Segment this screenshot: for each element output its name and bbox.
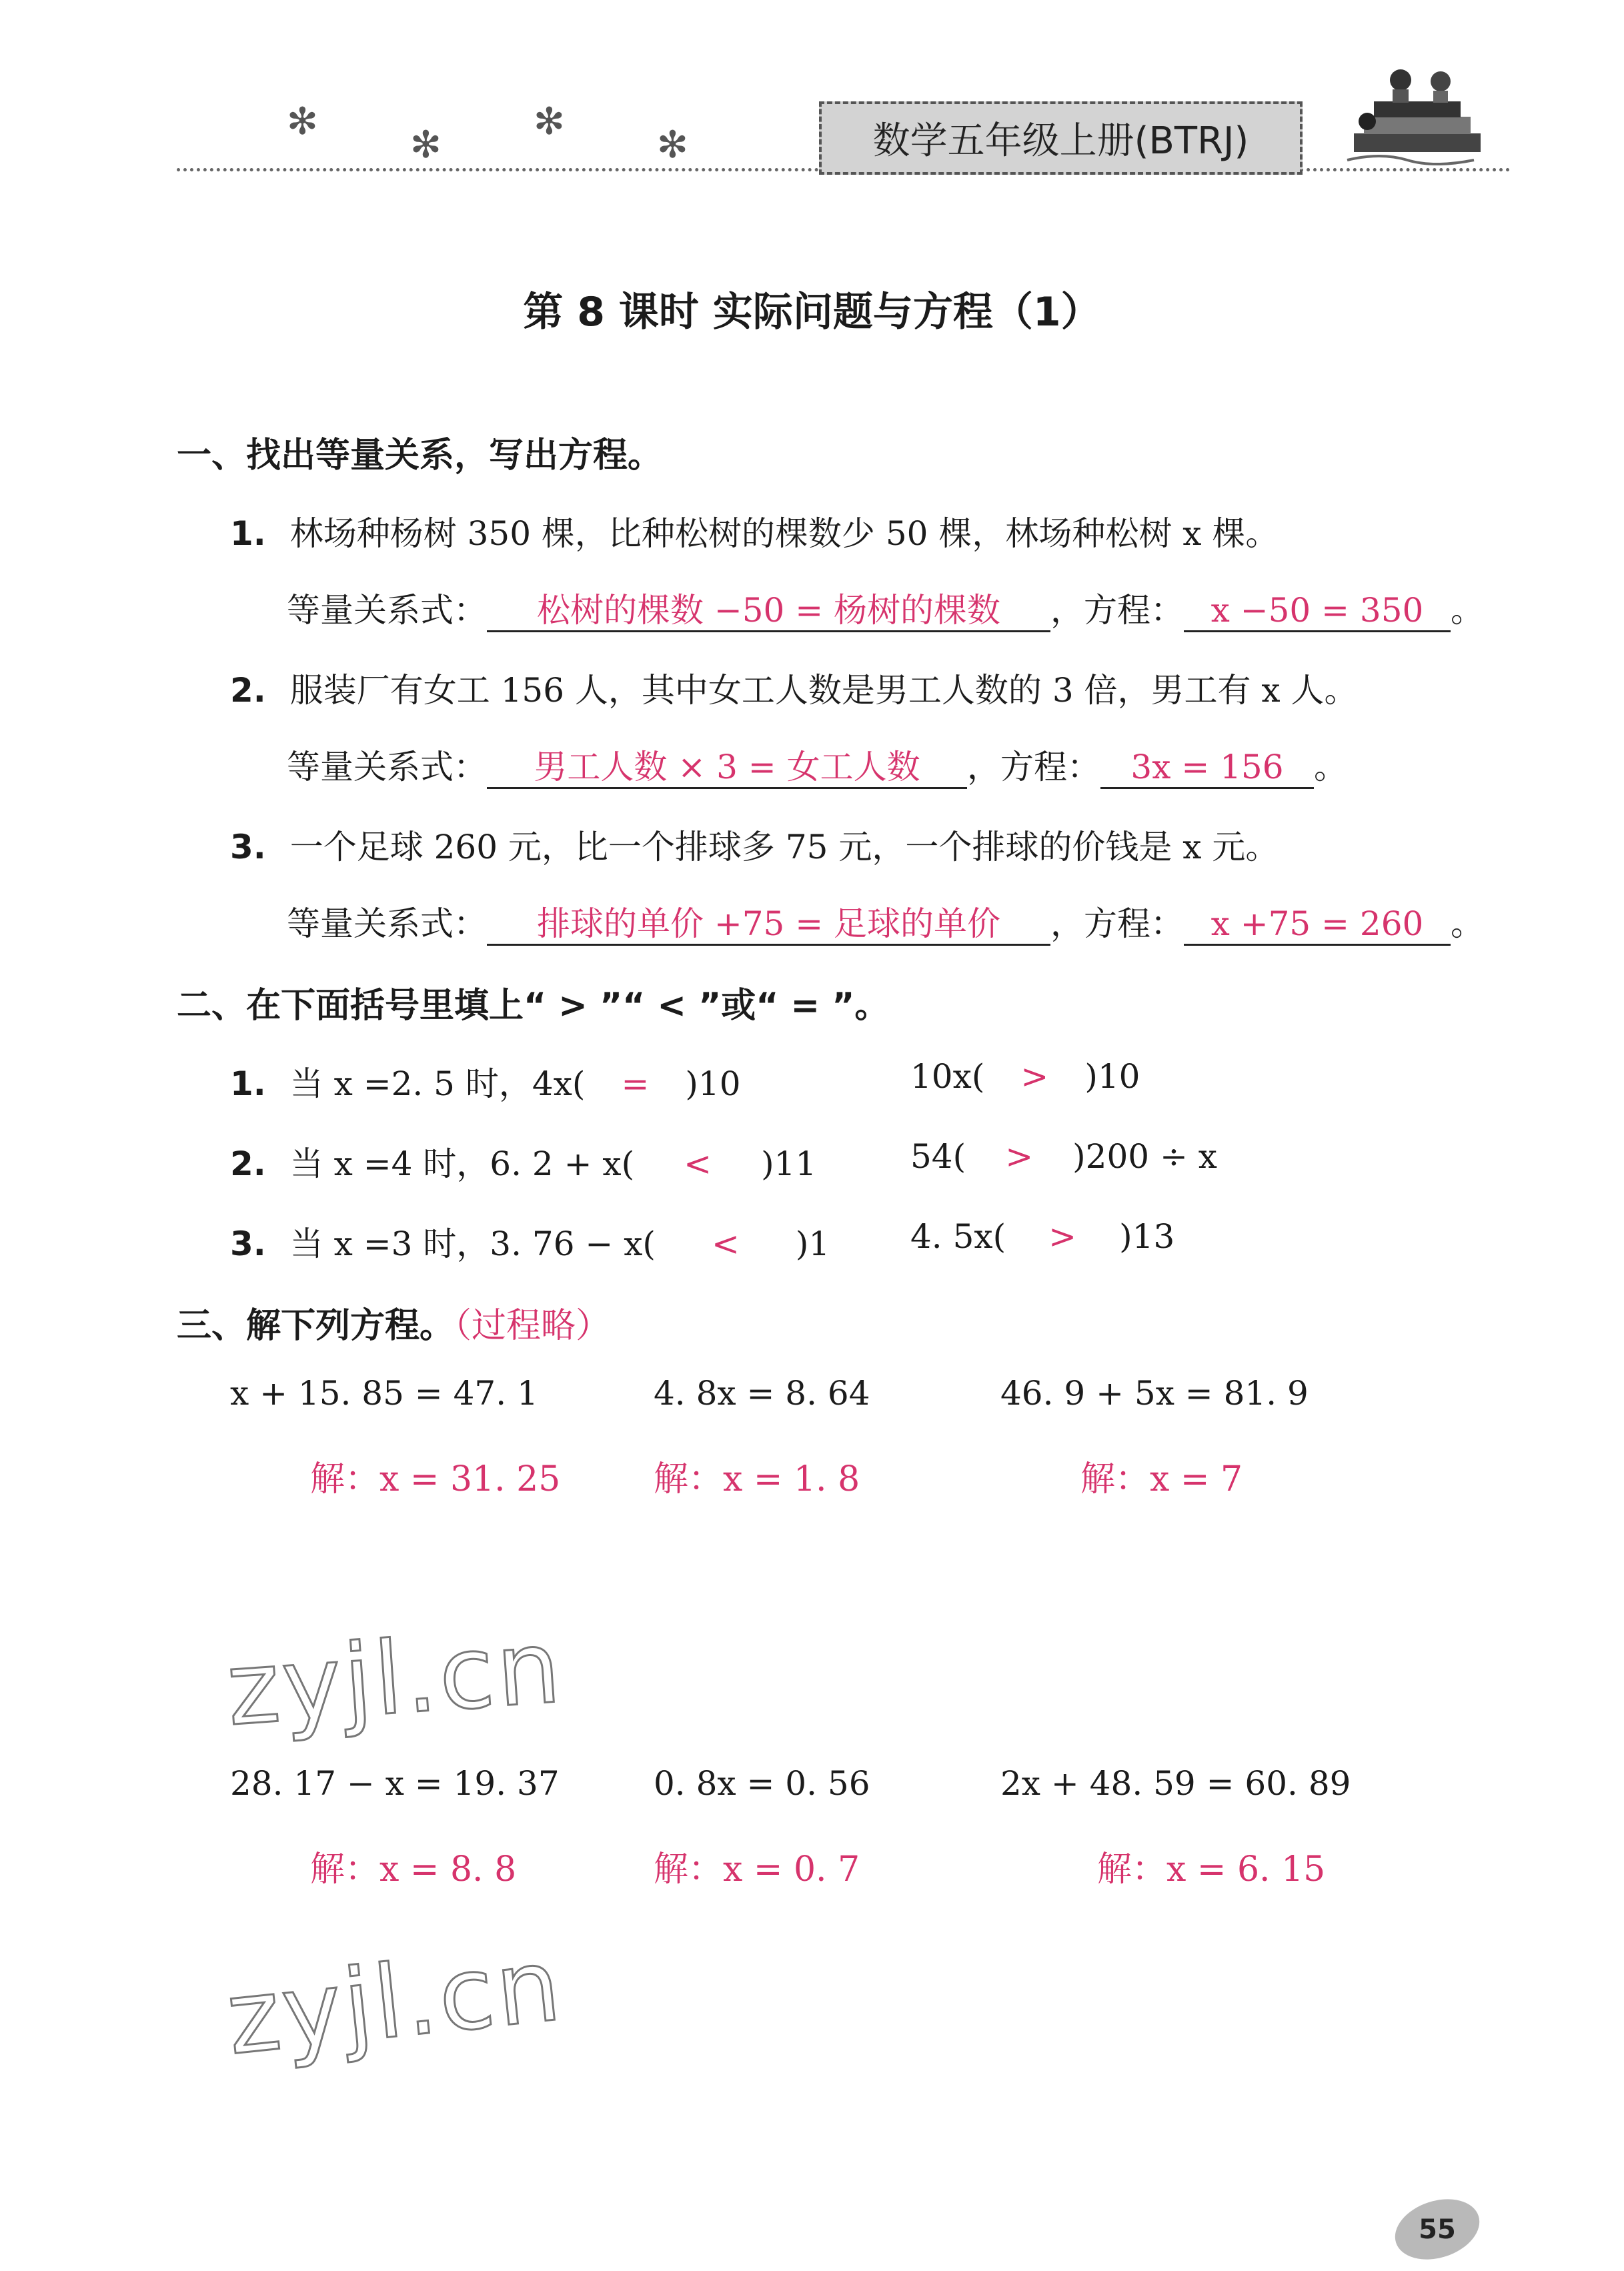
end-mark: 。 — [1451, 904, 1484, 943]
relation-label: 等量关系式： — [287, 748, 487, 786]
watermark: zyjl.cn — [223, 1609, 567, 1749]
comparison-prefix: 当 x =3 时，3. 76 − x( — [289, 1225, 656, 1263]
relation-label: 等量关系式： — [287, 904, 487, 943]
comparison-suffix: )10 — [1084, 1057, 1140, 1096]
part1-answer-row-3 — [287, 897, 1484, 946]
comparison-suffix: )11 — [761, 1145, 817, 1183]
comparison-prefix: 当 x =2. 5 时，4x( — [289, 1064, 586, 1103]
equation: 2x + 48. 59 = 60. 89 — [1000, 1764, 1351, 1803]
page-number-badge — [1387, 2189, 1487, 2270]
comparison-answer: < — [684, 1145, 712, 1183]
star-icon: ✻ — [534, 100, 565, 143]
end-mark: 。 — [1314, 748, 1347, 786]
comparison-answer: < — [711, 1225, 740, 1263]
part1-answer-row-2 — [287, 740, 1347, 789]
children-reading-illustration — [1341, 60, 1494, 173]
row-number: 3. — [230, 1225, 266, 1263]
part2-heading: 二、在下面括号里填上“ > ”“ < ”或“ = ”。 — [177, 986, 890, 1026]
comparison-suffix: )200 ÷ x — [1072, 1137, 1217, 1176]
comparison-suffix: )10 — [685, 1064, 741, 1103]
star-icon: ✻ — [657, 123, 688, 167]
relation-answer: 松树的棵数 −50 = 杨树的棵数 — [487, 590, 1050, 632]
star-icon: ✻ — [410, 123, 442, 167]
equation-solution: 解：x = 31. 25 — [310, 1459, 561, 1499]
problem-number: 1. — [230, 514, 266, 553]
part1-problem-2 — [230, 664, 1358, 712]
relation-answer: 男工人数 × 3 = 女工人数 — [487, 747, 967, 789]
comparison-answer: > — [1020, 1057, 1049, 1096]
watermark: zyjl.cn — [221, 1927, 568, 2078]
problem-text: 林场种杨树 350 棵，比种松树的棵数少 50 棵，林场种松树 x 棵。 — [289, 514, 1279, 553]
part1-heading: 一、找出等量关系，写出方程。 — [177, 436, 663, 476]
comparison-answer: = — [621, 1064, 650, 1103]
comparison-prefix: 4. 5x( — [910, 1217, 1006, 1256]
part2-row-1-left — [230, 1057, 741, 1105]
part3-heading-text: 三、解下列方程。 — [177, 1306, 455, 1346]
row-number: 2. — [230, 1145, 266, 1183]
part3-heading — [177, 1297, 610, 1347]
part1-problem-3 — [230, 820, 1279, 868]
row-number: 1. — [230, 1064, 266, 1103]
part3-note: （过程略） — [454, 1306, 611, 1346]
equation: 4. 8x = 8. 64 — [654, 1374, 870, 1413]
equation-label: ，方程： — [967, 748, 1100, 786]
end-mark: 。 — [1451, 591, 1484, 630]
equation: x + 15. 85 = 47. 1 — [230, 1374, 538, 1413]
book-title: 数学五年级上册(BTRJ) — [872, 119, 1249, 163]
equation-solution: 解：x = 0. 7 — [654, 1849, 860, 1889]
part2-row-3-left — [230, 1217, 830, 1265]
problem-text: 一个足球 260 元，比一个排球多 75 元，一个排球的价钱是 x 元。 — [289, 828, 1279, 866]
relation-label: 等量关系式： — [287, 591, 487, 630]
equation-label: ，方程： — [1050, 591, 1184, 630]
book-title-box — [819, 101, 1303, 175]
part2-row-2-right — [910, 1137, 1217, 1176]
equation-solution: 解：x = 6. 15 — [1097, 1849, 1326, 1889]
equation-solution: 解：x = 7 — [1080, 1459, 1243, 1499]
equation: 0. 8x = 0. 56 — [654, 1764, 870, 1803]
part1-answer-row-1 — [287, 584, 1484, 632]
problem-text: 服装厂有女工 156 人，其中女工人数是男工人数的 3 倍，男工有 x 人。 — [289, 671, 1358, 710]
problem-number: 2. — [230, 671, 266, 710]
relation-answer: 排球的单价 +75 = 足球的单价 — [487, 904, 1050, 946]
comparison-prefix: 当 x =4 时，6. 2 + x( — [289, 1145, 635, 1183]
equation: 46. 9 + 5x = 81. 9 — [1000, 1374, 1309, 1413]
equation-answer: x −50 = 350 — [1184, 590, 1451, 632]
equation-answer: x +75 = 260 — [1184, 904, 1451, 946]
comparison-answer: > — [1005, 1137, 1034, 1176]
page-number: 55 — [1419, 2214, 1456, 2245]
equation-answer: 3x = 156 — [1100, 747, 1314, 789]
problem-number: 3. — [230, 828, 266, 866]
star-icon: ✻ — [287, 100, 318, 143]
comparison-suffix: )1 — [795, 1225, 830, 1263]
comparison-answer: > — [1048, 1217, 1077, 1256]
part1-problem-1 — [230, 507, 1279, 555]
lesson-title: 第 8 课时 实际问题与方程（1） — [523, 289, 1101, 335]
part2-row-3-right — [910, 1217, 1174, 1256]
comparison-prefix: 54( — [910, 1137, 966, 1176]
part2-row-2-left — [230, 1137, 816, 1185]
equation-label: ，方程： — [1050, 904, 1184, 943]
comparison-prefix: 10x( — [910, 1057, 985, 1096]
equation-solution: 解：x = 1. 8 — [654, 1459, 860, 1499]
comparison-suffix: )13 — [1119, 1217, 1175, 1256]
equation-solution: 解：x = 8. 8 — [310, 1849, 517, 1889]
equation: 28. 17 − x = 19. 37 — [230, 1764, 560, 1803]
part2-row-1-right — [910, 1057, 1140, 1096]
